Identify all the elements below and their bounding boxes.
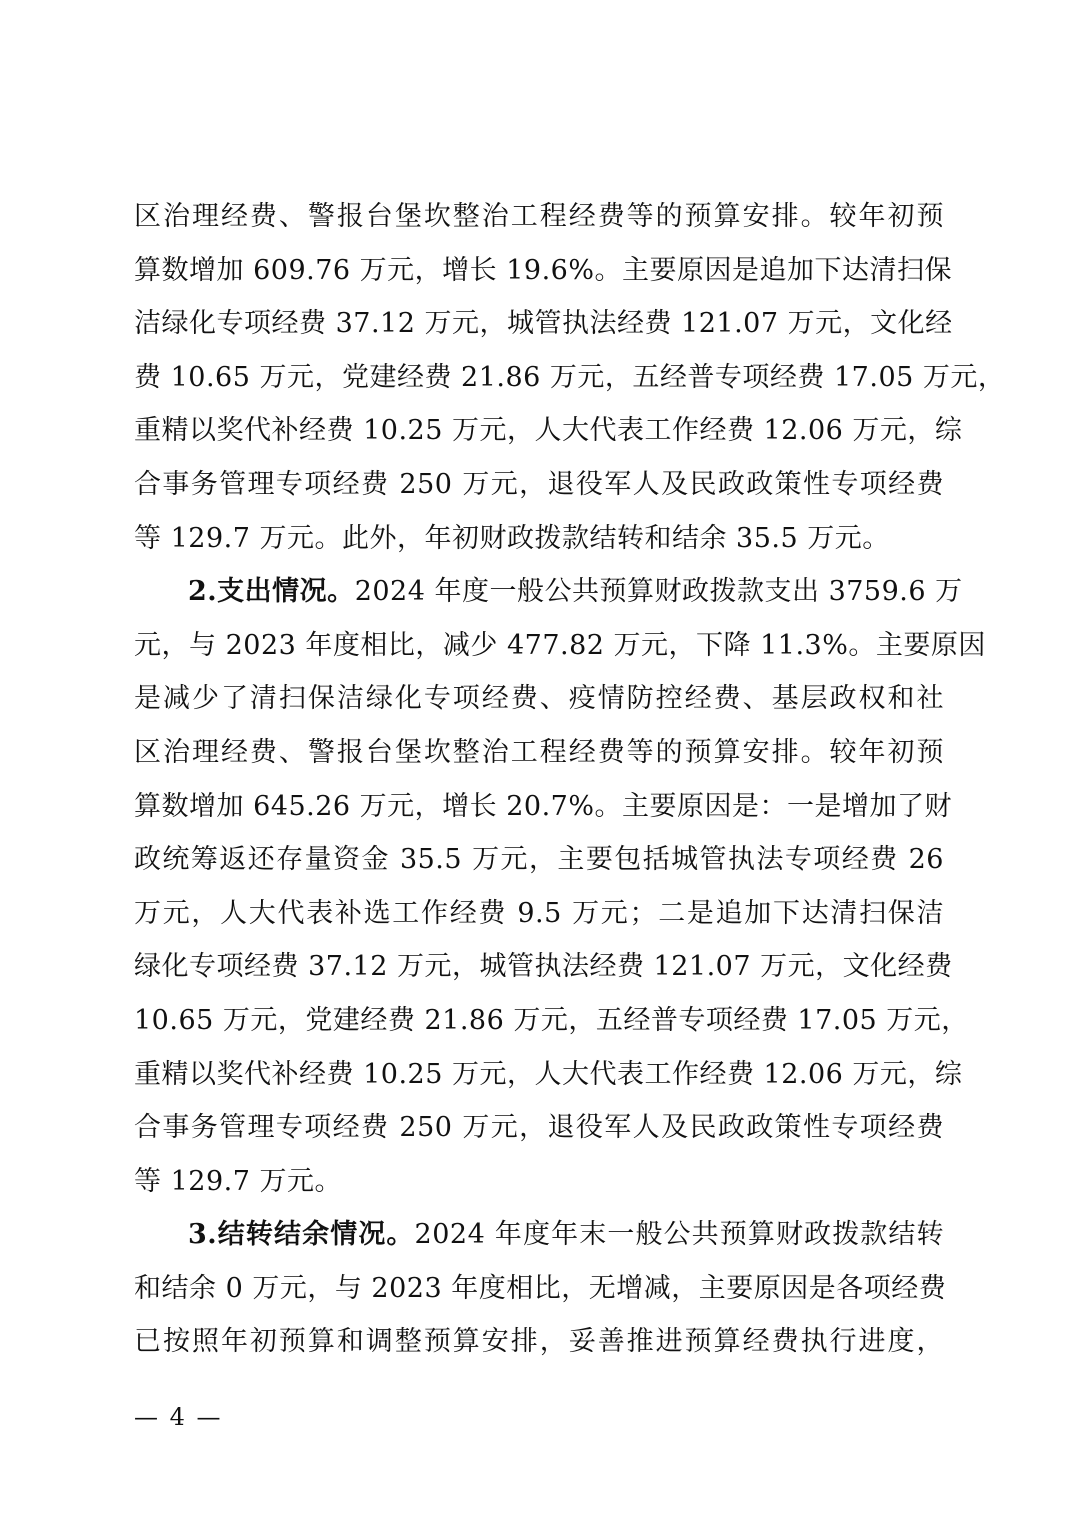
text-line: 万元，人大代表补选工作经费 9.5 万元；二是追加下达清扫保洁 (134, 897, 944, 929)
page-number: — 4 — (134, 1403, 223, 1431)
text-line: 洁绿化专项经费 37.12 万元，城管执法经费 121.07 万元，文化经 (134, 308, 953, 340)
text-line: 政统筹返还存量资金 35.5 万元，主要包括城管执法专项经费 26 (134, 844, 944, 876)
text-line: 等 129.7 万元。此外，年初财政拨款结转和结余 35.5 万元。 (134, 522, 890, 554)
text-line: 是减少了清扫保洁绿化专项经费、疫情防控经费、基层政权和社 (134, 683, 944, 715)
text-line: 区治理经费、警报台堡坎整治工程经费等的预算安排。较年初预 (134, 201, 944, 232)
text-line: 等 129.7 万元。 (134, 1165, 342, 1197)
section-3-first-line-text: 2024 年度年末一般公共预算财政拨款结转 (414, 1219, 945, 1251)
text-line: 算数增加 609.76 万元，增长 19.6%。主要原因是追加下达清扫保 (134, 254, 952, 286)
text-line: 合事务管理专项经费 250 万元，退役军人及民政政策性专项经费 (134, 1112, 944, 1144)
text-line: 已按照年初预算和调整预算安排，妥善推进预算经费执行进度， (134, 1326, 944, 1358)
text-line: 合事务管理专项经费 250 万元，退役军人及民政政策性专项经费 (134, 468, 944, 500)
section-2-first-line (134, 565, 963, 619)
text-line: 费 10.65 万元，党建经费 21.86 万元，五经普专项经费 17.05 万元， (134, 361, 1006, 393)
text-line: 重精以奖代补经费 10.25 万元，人大代表工作经费 12.06 万元，综 (134, 415, 963, 447)
section-3-heading: 3.结转结余情况。 (188, 1219, 415, 1251)
document-body (134, 190, 1006, 1369)
text-line: 10.65 万元，党建经费 21.86 万元，五经普专项经费 17.05 万元， (134, 1004, 969, 1036)
section-2-heading: 2.支出情况。 (188, 576, 355, 608)
section-3-first-line (134, 1208, 944, 1262)
text-line: 算数增加 645.26 万元，增长 20.7%。主要原因是：一是增加了财 (134, 790, 952, 822)
text-line: 区治理经费、警报台堡坎整治工程经费等的预算安排。较年初预 (134, 736, 944, 768)
section-2-first-line-text: 2024 年度一般公共预算财政拨款支出 3759.6 万 (354, 576, 963, 608)
text-line: 绿化专项经费 37.12 万元，城管执法经费 121.07 万元，文化经费 (134, 951, 953, 983)
text-line: 和结余 0 万元，与 2023 年度相比，无增减，主要原因是各项经费 (134, 1272, 947, 1304)
text-line: 重精以奖代补经费 10.25 万元，人大代表工作经费 12.06 万元，综 (134, 1058, 963, 1090)
text-line: 元，与 2023 年度相比，减少 477.82 万元，下降 11.3%。主要原因 (134, 629, 986, 661)
